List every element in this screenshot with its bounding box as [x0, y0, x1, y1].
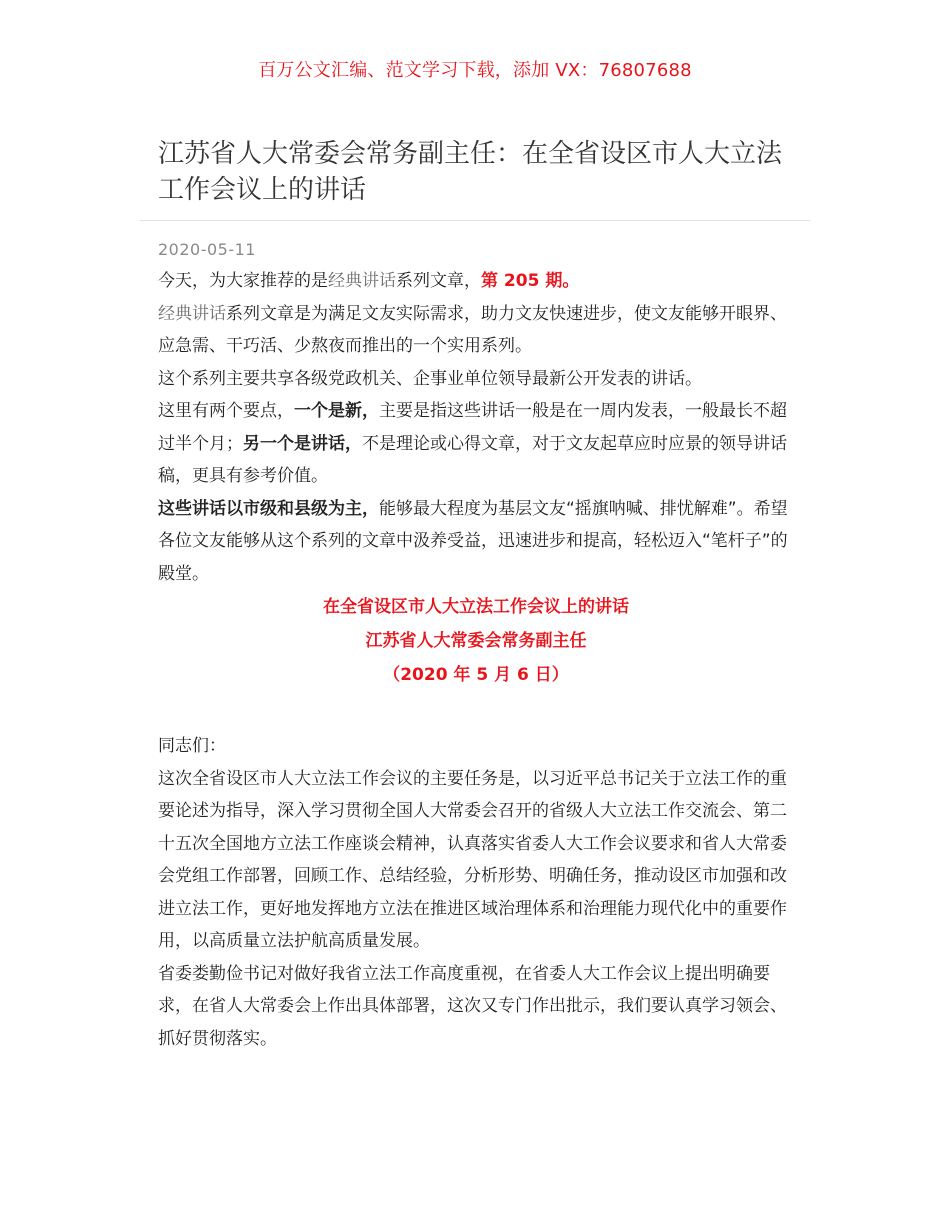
speech-date: （2020 年 5 月 6 日）: [383, 665, 569, 685]
intro-paragraph-1: [158, 265, 794, 298]
salutation: 同志们：: [158, 736, 226, 756]
intro-text: 主要是指这些讲话一般是在一周内发表，一般最长不超过半个月；: [158, 401, 787, 454]
article-body: [158, 265, 794, 1055]
intro-paragraph-4: [158, 395, 794, 493]
promo-banner: 百万公文汇编、范文学习下载，添加 VX：76807688: [258, 60, 692, 81]
speech-speaker: 江苏省人大常委会常务副主任: [365, 631, 587, 651]
issue-number: 第 205 期。: [481, 271, 580, 291]
spacer: [158, 692, 794, 730]
publish-date: 2020-05-11: [158, 240, 256, 259]
intro-paragraph-5: [158, 493, 794, 591]
key-point-2: 另一个是讲话，: [243, 433, 362, 454]
speech-paragraph-1: 这次全省设区市人大立法工作会议的主要任务是，以习近平总书记关于立法工作的重要论述为指导，深入学习贯彻全国人大常委会召开的省级人大立法工作交流会、第二十五次全国地方立法工作座谈会精神，认真落实省委人大工作会议要求和省人大常委会党组工作部署，回顾工作、总结经验，分析形势、明确任务，推动设区市加强和改进立法工作，更好地发挥地方立法在推进区域治理体系和治理能力现代化中的重要作用，以高质量立法护航高质量发展。: [158, 768, 787, 951]
key-point-3: 这些讲话以市级和县级为主，: [158, 498, 379, 519]
intro-text: 能够最大程度为基层文友“摇旗呐喊、排忧解难”。希望各位文友能够从这个系列的文章中汲养受益，迅速进步和提高，轻松迈入“笔杆子”的殿堂。: [158, 498, 788, 584]
intro-text: 今天，为大家推荐的是: [158, 271, 328, 291]
article-title: 江苏省人大常委会常务副主任：在全省设区市人大立法工作会议上的讲话: [158, 139, 783, 205]
intro-text: 系列文章是为满足文友实际需求，助力文友快速进步，使文友能够开眼界、应急需、干巧活、少熬夜而推出的一个实用系列。: [158, 303, 787, 356]
intro-paragraph-2: [158, 298, 794, 363]
key-point-1: 一个是新，: [294, 401, 379, 421]
intro-text: 不是理论或心得文章，对于文友起草应时应景的领导讲话稿，更具有参考价值。: [158, 433, 787, 486]
series-name: 经典讲话: [158, 303, 226, 324]
speech-heading: 在全省设区市人大立法工作会议上的讲话: [323, 597, 629, 617]
title-divider: [140, 220, 810, 221]
intro-paragraph-3: 这个系列主要共享各级党政机关、企事业单位领导最新公开发表的讲话。: [158, 368, 702, 389]
intro-text: 这里有两个要点，: [158, 401, 294, 421]
series-name: 经典讲话: [328, 271, 396, 291]
speech-paragraph-2: 省委娄勤俭书记对做好我省立法工作高度重视，在省委人大工作会议上提出明确要求，在省人大常委会上作出具体部署，这次又专门作出批示，我们要认真学习领会、抓好贯彻落实。: [158, 963, 787, 1049]
intro-text: 系列文章，: [396, 271, 481, 291]
